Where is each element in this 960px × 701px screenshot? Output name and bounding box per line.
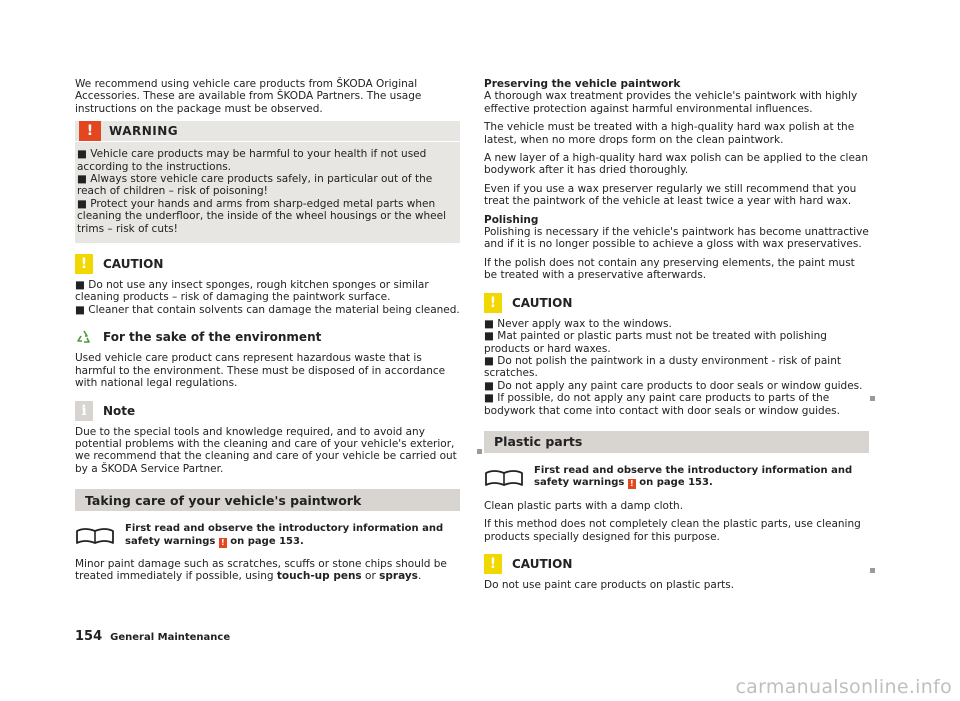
paragraph: The vehicle must be treated with a high-quality hard wax polish at the latest, when no more drops form on the clean paintwork. [484, 121, 855, 146]
reference-text [534, 465, 869, 490]
warning-mark-icon: ! [628, 479, 636, 489]
warning-title: WARNING [109, 124, 179, 139]
warning-mark-icon: ! [219, 538, 227, 548]
sprays-term: sprays [379, 570, 418, 583]
caution-item: ■ Mat painted or plastic parts must not be treated with polishing products or hard waxes. [484, 330, 827, 355]
warning-box [75, 121, 460, 243]
end-mark [477, 449, 482, 454]
reference-page-link[interactable]: on page 153. [639, 477, 713, 489]
note-title: Note [103, 403, 136, 418]
note-header [75, 400, 460, 422]
paragraph: If the polish does not contain any preserving elements, the paint must be treated with a preservative afterwards. [484, 256, 855, 282]
footer-section-title: General Maintenance [110, 632, 231, 643]
polishing-heading: Polishing [484, 213, 539, 226]
caution-header [484, 292, 869, 314]
intro-reference [484, 465, 869, 490]
caution-title: CAUTION [512, 556, 573, 571]
paint-text: Minor paint damage such as scratches, scuffs or stone chips should be treated immediately if possible, using [75, 557, 447, 583]
caution-icon: ! [484, 554, 502, 574]
paragraph: A new layer of a high-quality hard wax polish can be applied to the clean bodywork after it has dried thoroughly. [484, 152, 869, 177]
watermark: carmanualsonline.info [735, 676, 952, 698]
caution-text: Do not use paint care products on plastic parts. [484, 578, 735, 591]
caution-header [75, 253, 460, 275]
recycle-icon [75, 327, 93, 347]
intro-reference [75, 523, 460, 548]
caution-header [484, 553, 869, 575]
warning-item: ■ Always store vehicle care products safely, in particular out of the reach of children – risk of poisoning! [77, 173, 433, 198]
warning-item: ■ Vehicle care products may be harmful to your health if not used according to the instructions. [77, 148, 427, 173]
warning-item: ■ Protect your hands and arms from sharp-edged metal parts when cleaning the underfloor, the inside of the wheel housings or the wheel trims – risk of cuts! [77, 197, 447, 235]
environment-title: For the sake of the environment [103, 330, 322, 345]
paragraph: Even if you use a wax preserver regularly we still recommend that you treat the paintwork of the vehicle at least twice a year with hard wax. [484, 182, 857, 208]
environment-header [75, 326, 460, 348]
paint-end: . [417, 570, 422, 583]
caution-item: ■ Do not use any insect sponges, rough kitchen sponges or similar cleaning products – risk of damaging the paintwork surface. [75, 279, 429, 304]
end-mark [870, 568, 875, 573]
right-column [484, 78, 869, 591]
environment-text: Used vehicle care product cans represent hazardous waste that is harmful to the environment. These must be disposed of in accordance with national legal regulations. [75, 352, 446, 390]
end-mark [870, 396, 875, 401]
caution-item: ■ Never apply wax to the windows. [484, 317, 672, 330]
open-book-icon [75, 523, 115, 547]
intro-paragraph: We recommend using vehicle care products from ŠKODA Original Accessories. These are available from ŠKODA Partners. The usage instructions on the package must be observed. [75, 78, 422, 115]
caution-icon: ! [75, 254, 93, 274]
reference-pre: First read and observe the introductory information and safety warnings [534, 464, 853, 489]
caution-title: CAUTION [103, 257, 164, 272]
caution-title: CAUTION [512, 295, 573, 310]
left-column [75, 78, 460, 583]
caution-item: ■ Cleaner that contain solvents can damage the material being cleaned. [75, 303, 460, 316]
reference-text [125, 523, 460, 548]
page-footer [75, 629, 230, 644]
caution-item: ■ Do not apply any paint care products to door seals or window guides. [484, 379, 863, 392]
reference-page-link[interactable]: on page 153. [230, 535, 304, 547]
info-icon: i [75, 401, 93, 421]
preserving-text: A thorough wax treatment provides the vehicle's paintwork with highly effective protection against harmful environmental influences. [484, 90, 858, 115]
chapter-heading-plastic: Plastic parts [484, 431, 869, 453]
warning-body [75, 142, 460, 243]
note-text: Due to the special tools and knowledge required, and to avoid any potential problems with the cleaning and care of your vehicle's exterior, we recommend that the cleaning and care of your vehicle be carried out by a ŠKODA Service Partner. [75, 425, 457, 475]
caution-item: ■ If possible, do not apply any paint care products to parts of the bodywork that come into contact with door seals or window guides. [484, 392, 840, 417]
chapter-heading-paintwork: Taking care of your vehicle's paintwork [75, 489, 460, 511]
paragraph: If this method does not completely clean the plastic parts, use cleaning products specially designed for this purpose. [484, 518, 861, 543]
warning-header [75, 121, 460, 142]
caution-item: ■ Do not polish the paintwork in a dusty environment - risk of paint scratches. [484, 354, 841, 380]
preserving-heading: Preserving the vehicle paintwork [484, 78, 681, 90]
touch-up-pens-term: touch-up pens [276, 570, 362, 583]
polishing-text: Polishing is necessary if the vehicle's paintwork has become unattractive and if it is no longer possible to achieve a gloss with wax preservatives. [484, 226, 869, 251]
reference-pre: First read and observe the introductory information and safety warnings [125, 523, 444, 547]
paint-damage-text [75, 558, 460, 583]
open-book-icon [484, 465, 524, 489]
warning-icon: ! [79, 121, 101, 141]
paint-or: or [365, 570, 376, 583]
page-number: 154 [75, 629, 103, 644]
paragraph: Clean plastic parts with a damp cloth. [484, 499, 684, 512]
caution-icon: ! [484, 293, 502, 313]
